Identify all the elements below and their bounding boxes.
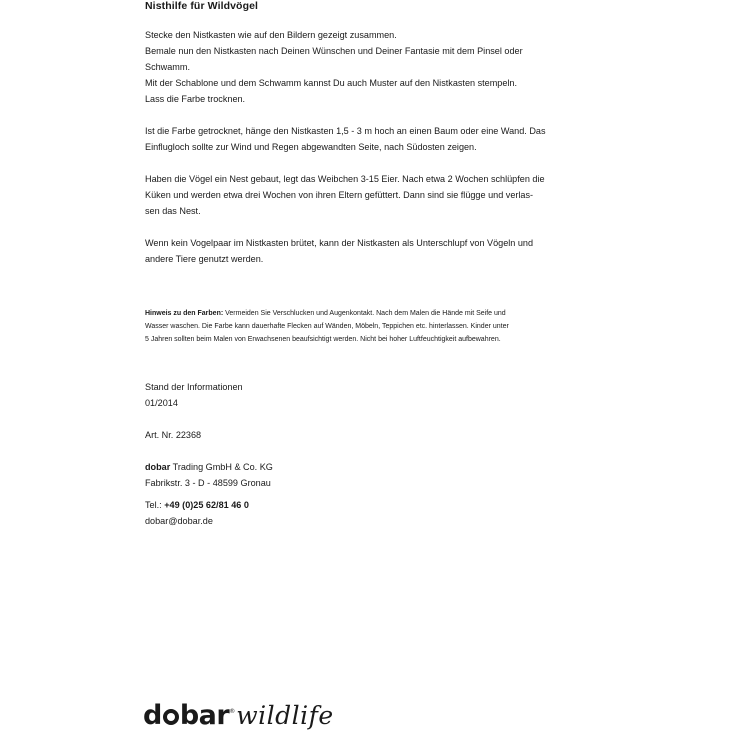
dobar-wildlife-logo [143,700,334,736]
text-line: Küken und werden etwa drei Wochen von ihren Eltern gefüttert. Dann sind sie flügge und verlas- [145,190,534,200]
text-line: Stecke den Nistkasten wie auf den Bildern gezeigt zusammen. [145,30,397,40]
company-name-bold: dobar [145,462,171,472]
company-name-rest: Trading GmbH & Co. KG [170,462,273,472]
text-line: Schwamm. [145,62,190,72]
text-line: Wenn kein Vogelpaar im Nistkasten brütet, kann der Nistkasten als Unterschlupf von Vögeln und [145,238,534,248]
text-line: Lass die Farbe trocknen. [145,94,246,104]
text-line: 5 Jahren sollten beim Malen von Erwachsenen beaufsichtigt werden. Nicht bei hoher Luftfeuchtigkeit aufbewahren. [145,336,501,344]
notice-text: Vermeiden Sie Verschlucken und Augenkontakt. Nach dem Malen die Hände mit Seife und [223,310,506,317]
logo-letter-d: d [143,700,162,731]
company-phone [145,497,249,513]
paragraph-mounting [145,123,605,155]
company-email: dobar@dobar.de [145,516,213,526]
phone-label: Tel.: [145,500,165,510]
text-line: Bemale nun den Nistkasten nach Deinen Wünschen und Deiner Fantasie mit dem Pinsel oder [145,46,523,56]
phone-number: +49 (0)25 62/81 46 0 [164,500,249,510]
company-name [145,459,273,475]
text-line: Mit der Schablone und dem Schwamm kannst Du auch Muster auf den Nistkasten stempeln. [145,78,518,88]
text-line: Haben die Vögel ein Nest gebaut, legt das Weibchen 3-15 Eier. Nach etwa 2 Wochen schlüpfen die [145,174,545,184]
text-line [145,307,605,320]
paragraph-assembly [145,27,605,107]
paragraph-shelter [145,235,605,267]
info-status-date: 01/2014 [145,398,178,408]
text-line: andere Tiere genutzt werden. [145,254,264,264]
document-title: Nisthilfe für Wildvögel [145,0,259,12]
company-address: Fabrikstr. 3 - D - 48599 Gronau [145,478,271,488]
paragraph-breeding [145,171,605,219]
logo-ring-icon [163,709,179,725]
info-status-label: Stand der Informationen [145,382,243,392]
text-line: sen das Nest. [145,206,201,216]
logo-letters-bar: bar [179,700,230,731]
text-line: Einflugloch sollte zur Wind und Regen abgewandten Seite, nach Südosten zeigen. [145,142,477,152]
notice-label: Hinweis zu den Farben: [145,310,224,317]
article-number: Art. Nr. 22368 [145,430,202,440]
logo-dobar-wordmark [143,700,229,731]
logo-wildlife-script: wildlife [236,701,334,730]
text-line: Ist die Farbe getrocknet, hänge den Nistkasten 1,5 - 3 m hoch an einen Baum oder eine Wand. Das [145,126,546,136]
paint-safety-notice [145,307,605,347]
text-line: Wasser waschen. Die Farbe kann dauerhafte Flecken auf Wänden, Möbeln, Teppichen etc. hinterlassen. Kinder unter [145,323,509,331]
registered-mark: ® [229,708,236,715]
